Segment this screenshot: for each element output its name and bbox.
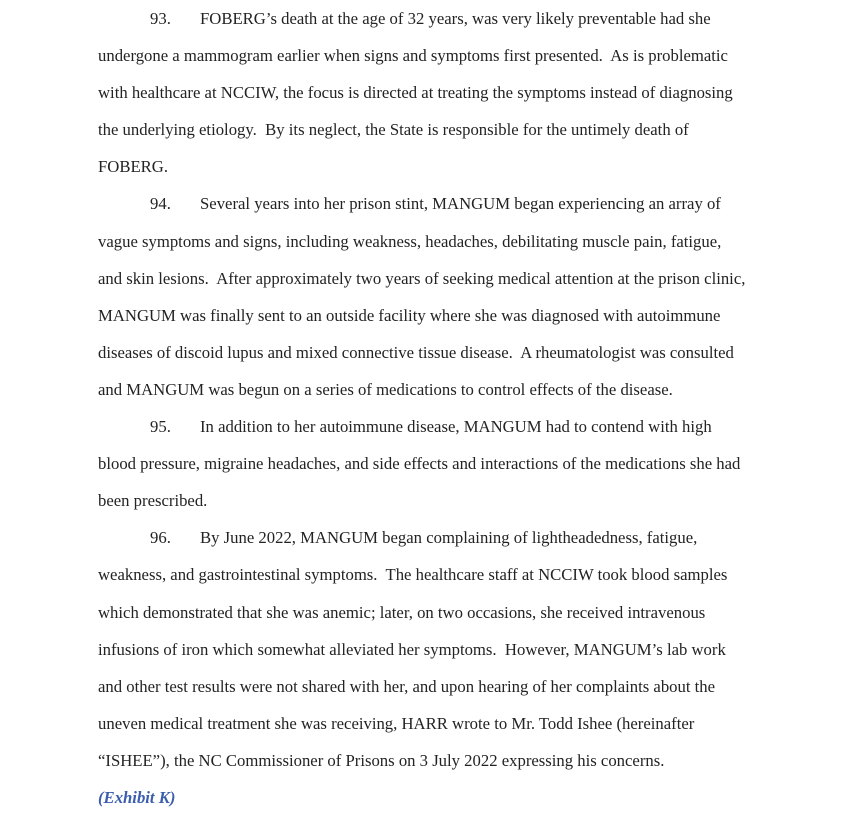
paragraph-95 — [98, 408, 748, 519]
paragraph-96-number: 96. — [150, 528, 171, 548]
paragraph-94-text: Several years into her prison stint, MANGUM began experiencing an array of vague symptoms and signs, including weakness, headaches, debilitating muscle pain, fatigue, and skin lesions. After approximately two years of seeking medical attention at the prison clinic, MANGUM was finally sent to an outside facility where she was diagnosed with autoimmune diseases of discoid lupus and mixed connective tissue disease. A rheumatologist was consulted and MANGUM was begun on a series of medications to control effects of the disease. — [98, 194, 750, 399]
paragraph-94-number: 94. — [150, 194, 171, 214]
paragraph-96-text: By June 2022, MANGUM began complaining of lightheadedness, fatigue, weakness, and gastrointestinal symptoms. The healthcare staff at NCCIW took blood samples which demonstrated that she was anemic; later, on two occasions, she received intravenous infusions of iron which somewhat alleviated her symptoms. However, MANGUM’s lab work and other test results were not shared with her, and upon hearing of her complaints about the uneven medical treatment she was receiving, HARR wrote to Mr. Todd Ishee (hereinafter “ISHEE”), the NC Commissioner of Prisons on 3 July 2022 expressing his concerns. — [98, 528, 732, 770]
paragraph-93 — [98, 0, 748, 185]
paragraph-95-text: In addition to her autoimmune disease, MANGUM had to contend with high blood pressure, migraine headaches, and side effects and interactions of the medications she had been prescribed. — [98, 417, 745, 511]
paragraph-93-text: FOBERG’s death at the age of 32 years, was very likely preventable had she undergone a mammogram earlier when signs and symptoms first presented. As is problematic with healthcare at NCCIW, the focus is directed at treating the symptoms instead of diagnosing the underlying etiology. By its neglect, the State is responsible for the untimely death of FOBERG. — [98, 9, 737, 177]
exhibit-k-link[interactable]: (Exhibit K) — [98, 787, 176, 807]
exhibit-reference-line — [98, 779, 748, 816]
paragraph-93-number: 93. — [150, 9, 171, 28]
paragraph-95-number: 95. — [150, 417, 171, 437]
paragraph-94 — [98, 185, 748, 408]
document-text-column — [98, 0, 748, 816]
paragraph-96 — [98, 519, 748, 779]
